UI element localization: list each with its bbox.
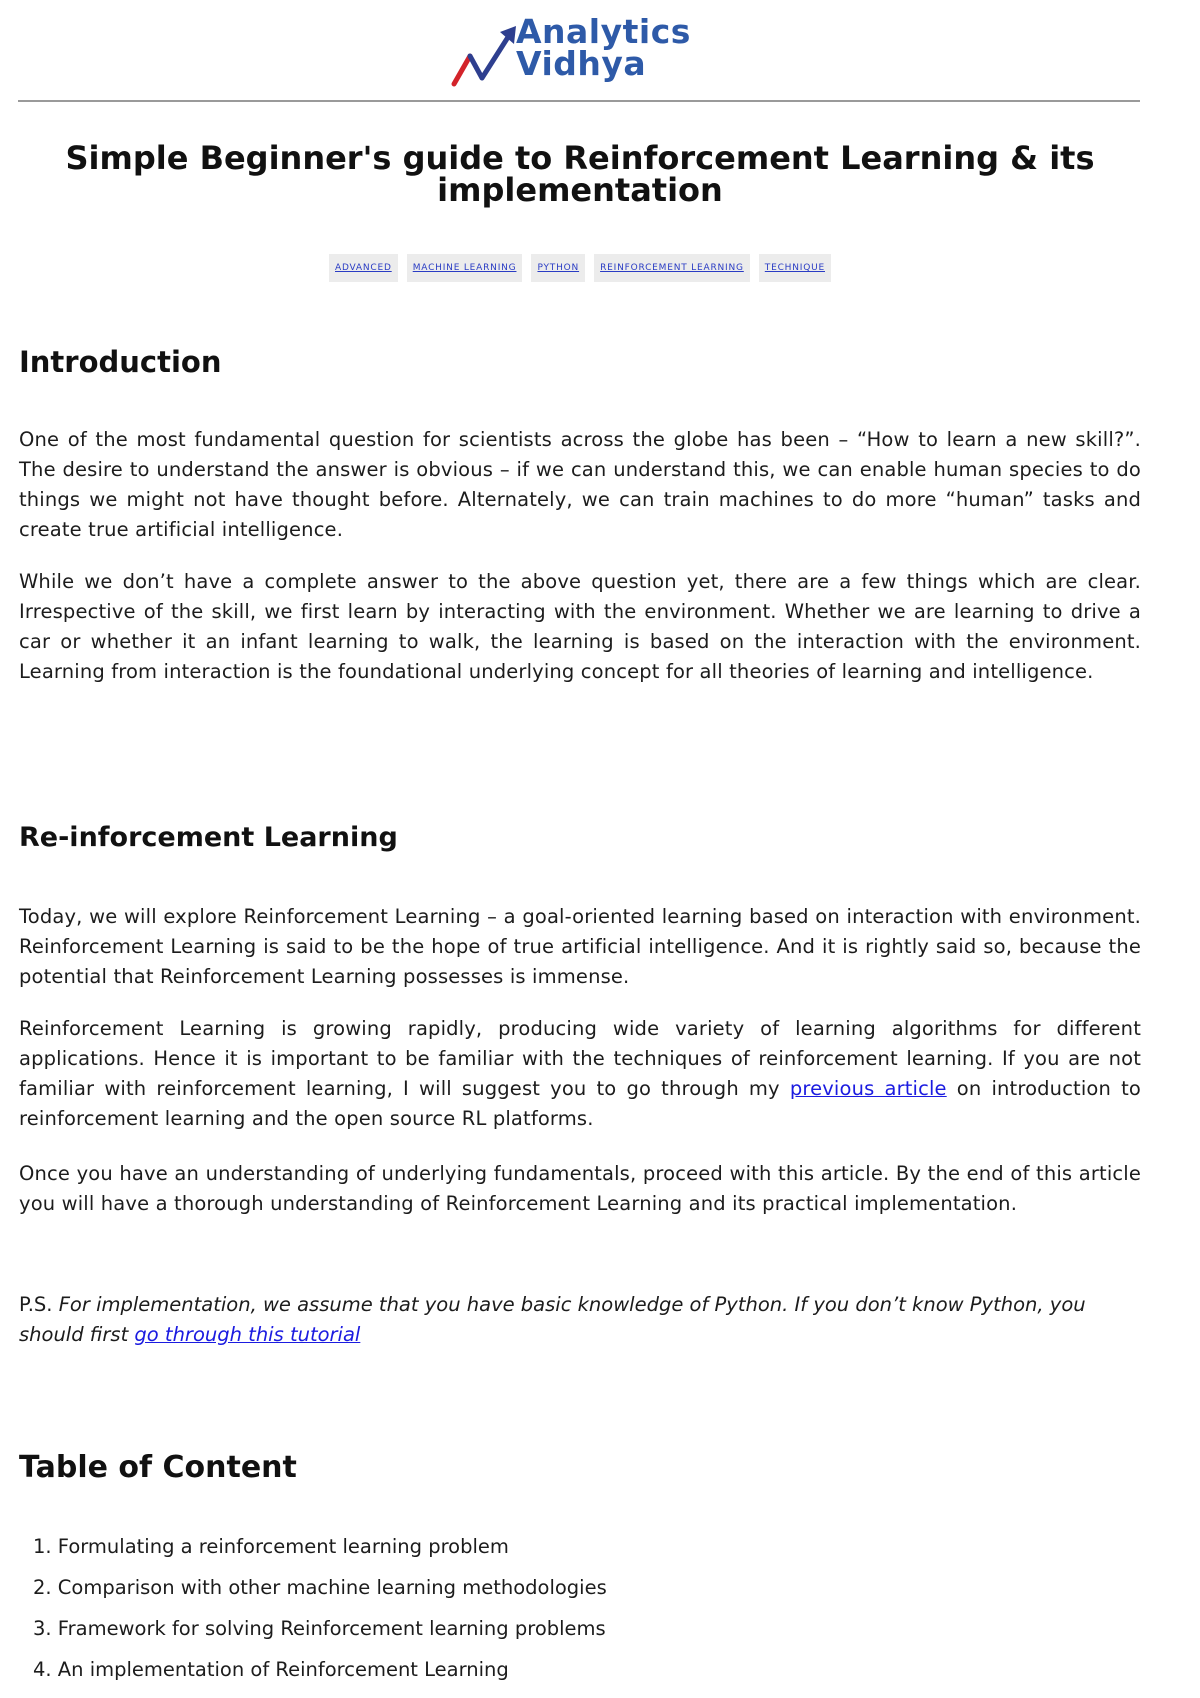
rl-paragraph-3: Once you have an understanding of underlying fundamentals, proceed with this article. By the end of this article you will have a thorough understanding of Reinforcement Learning and its practical implementation. bbox=[19, 1162, 1141, 1215]
tag-python[interactable]: PYTHON bbox=[531, 254, 585, 282]
header-divider bbox=[18, 100, 1140, 102]
intro-heading: Introduction bbox=[19, 345, 222, 379]
intro-paragraph-1: One of the most fundamental question for scientists across the globe has been – “How to learn a new skill?”. The desire to understand the answer is obvious – if we can understand this, we can enable human species to do things we might not have thought before. Alternately, we can train machines to do more “human” tasks and create true artificial intelligence. bbox=[19, 428, 1141, 541]
previous-article-link[interactable]: previous article bbox=[789, 1077, 947, 1100]
toc-list bbox=[19, 1532, 607, 1696]
tag-technique[interactable]: TECHNIQUE bbox=[759, 254, 831, 282]
tag-reinforcement-learning[interactable]: REINFORCEMENT LEARNING bbox=[594, 254, 750, 282]
site-logo[interactable] bbox=[436, 12, 736, 96]
toc-heading: Table of Content bbox=[19, 1450, 297, 1485]
rl-p2-text-before: Reinforcement Learning is growing rapidly, producing wide variety of learning algorithms for different applications. Hence it is important to be familiar with the techniques of reinforcement learning. If you are not familiar with reinforcement learning, I will suggest you to go through my bbox=[19, 1017, 1141, 1100]
python-tutorial-link-text: go through this tutorial bbox=[134, 1323, 361, 1346]
rl-heading: Re-inforcement Learning bbox=[19, 822, 398, 853]
logo-line-2: Vidhya bbox=[516, 44, 647, 83]
ps-note bbox=[19, 1290, 1141, 1350]
logo-line-1: Analytics bbox=[516, 12, 691, 51]
toc-item[interactable]: 2. Comparison with other machine learning methodologies bbox=[33, 1576, 607, 1599]
ps-italic-text: For implementation, we assume that you have basic knowledge of Python. If you don’t know Python, you should first bbox=[19, 1293, 1086, 1346]
trend-arrow-icon bbox=[450, 22, 522, 92]
toc-item[interactable]: 4. An implementation of Reinforcement Learning bbox=[33, 1658, 509, 1681]
toc-item[interactable]: 3. Framework for solving Reinforcement learning problems bbox=[33, 1617, 606, 1640]
rl-paragraph-2 bbox=[19, 1014, 1141, 1134]
toc-item[interactable]: 1. Formulating a reinforcement learning problem bbox=[33, 1535, 509, 1558]
python-tutorial-link[interactable] bbox=[134, 1323, 360, 1346]
article-title: Simple Beginner's guide to Reinforcement Learning & its implementation bbox=[65, 139, 1095, 209]
rl-paragraph-1: Today, we will explore Reinforcement Learning – a goal-oriented learning based on interaction with environment. Reinforcement Learning is said to be the hope of true artificial intelligence. And it is rightly said so, because the potential that Reinforcement Learning possesses is immense. bbox=[19, 905, 1141, 988]
tag-list bbox=[0, 254, 1160, 282]
tag-advanced[interactable]: ADVANCED bbox=[329, 254, 398, 282]
ps-prefix: P.S. bbox=[19, 1293, 59, 1316]
rl-p2-text-after: on introduction to reinforcement learning and the open source RL platforms. bbox=[19, 1077, 1141, 1130]
intro-paragraph-2: While we don’t have a complete answer to the above question yet, there are a few things which are clear. Irrespective of the skill, we first learn by interacting with the environment. Whether we are learning to drive a car or whether it an infant learning to walk, the learning is based on the interaction with the environment. Learning from interaction is the foundational underlying concept for all theories of learning and intelligence. bbox=[19, 570, 1141, 683]
tag-machine-learning[interactable]: MACHINE LEARNING bbox=[407, 254, 523, 282]
